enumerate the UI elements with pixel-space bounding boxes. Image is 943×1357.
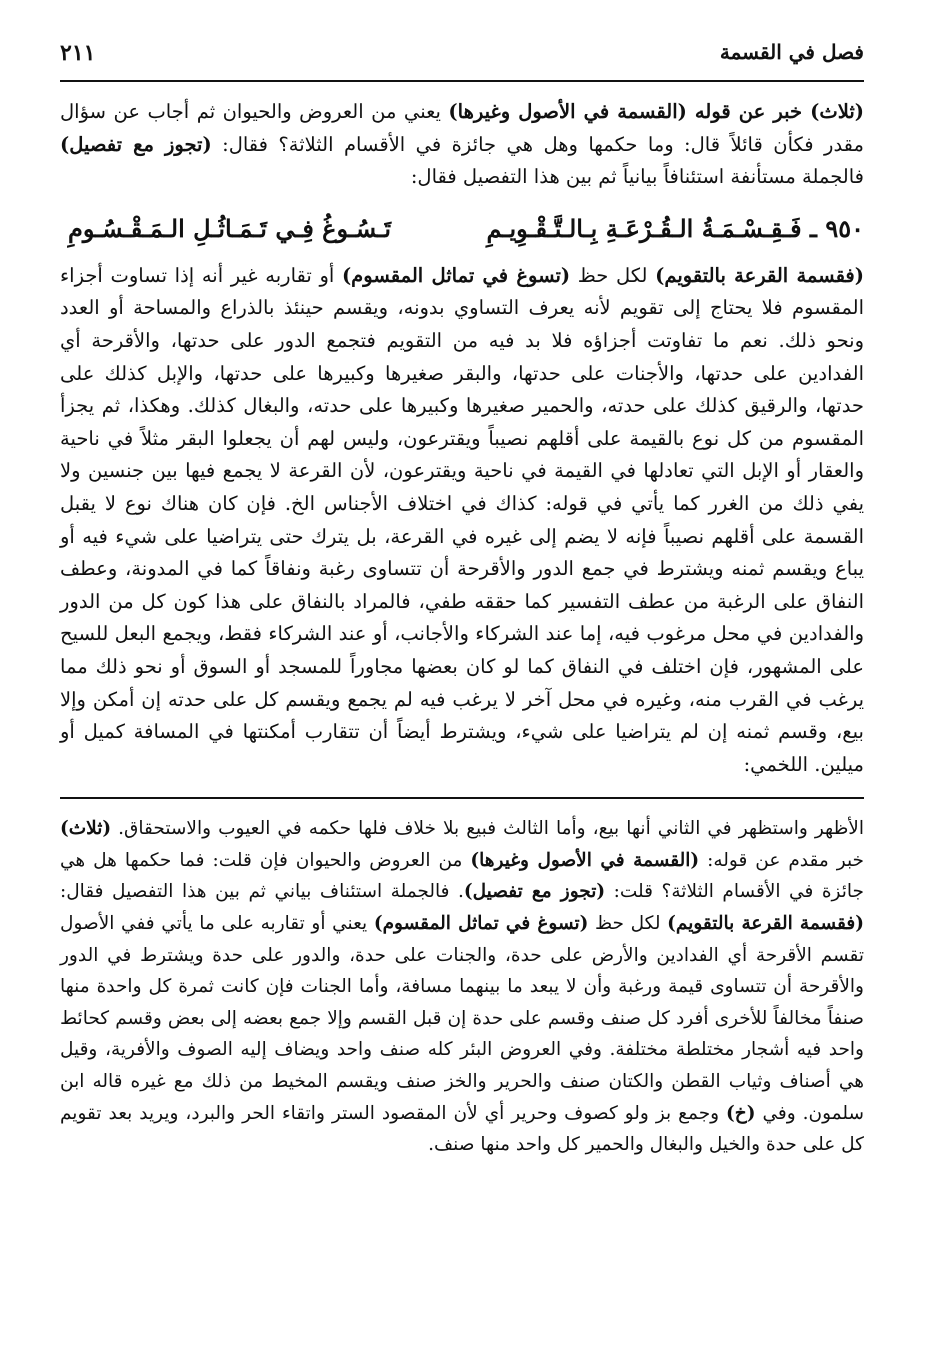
text-run: يعني أو تقاربه على ما يأتي ففي الأصول تقسم الأقرحة أي الفدادين والأرض على حدة، والجنات على حدة، والدور على حدة ويشترط في الدور والأقرحة أن تتساوى قيمة ورغبة وأن لا يبعد ما بينهما مسافة، وأما الجنات فإن كانت ثمرة كل واحدة منها صنفاً مخالفاً للأخرى أفرد كل صنف وقسم على حدة إن قبل القسم وإلا جمع بعضه إلى بعض وقسم كحائط واحد فيه أشجار مختلطة مختلفة. وفي العروض البئر كله صنف واحد ويضاف إليه الصوف والأفرية، وقيل هي أصناف وثياب القطن والكتان صنف والحرير والخز صنف ويقسم المخيط من ذلك مع غيره قاله ابن سلمون. وفي — [60, 913, 864, 1124]
text-run: أو تقاربه غير أنه إذا تساوت أجزاء المقسوم فلا يحتاج إلى تقويم لأنه يعرف التساوي بدونه، ويقسم حينئذ بالذراع والمساحة أو العدد ونحو ذلك. نعم ما تفاوتت أجزاؤه فلا بد فيه من التقويم فتجمع الدور على حدتها، والأقرحة أي الفدادين على حدتها، والأجنات على حدتها، والبقر صغيرها وكبيرها على حدتها، والإبل كذلك على حدتها، والرقيق كذلك على حدته، والحمير صغيرها وكبيرها على حدته، والبغال كذلك. وهكذا، ثم يجزأ المقسوم من كل نوع بالقيمة على أقلهم نصيباً ويقترعون، وليس لهم أن يجعلوا البقر مثلاً في ناحية والعقار أو الإبل التي تعادلها في القيمة في ناحية ويقترعون، لأن القرعة لا يجمع فيها بين جنسين ولا يفي ذلك من الغرر كما يأتي في قوله: كذاك في اختلاف الأجناس الخ. فإن كان هناك نوع لا يقبل القسمة على أقلهم نصيباً فإنه لا يضم إلى غيره في القرعة، بل يترك حتى يتراضيا على شيء فيه أو يباع ويقسم ثمنه ويشترط في جمع الدور والأقرحة أن تتساوى رغبة ونفاقاً كما في المدونة، وعطف النفاق على الرغبة من عطف التفسير كما حققه طفي، فالمراد بالنفاق على هذا كون كل من الدور والفدادين في محل مرغوب فيه، إما عند الشركاء والأجانب، أو عند الشركاء فقط، ويجمع البعل للسيح على المشهور، فإن اختلف في النفاق كما لو كان بعضها مجاوراً للمسجد أو السوق أو نحو ذلك مما يرغب في القرب منه، وغيره في محل آخر لا يرغب فيه لم يجمع ويقسم كل على حدته إن أمكن وإلا بيع، وقسم ثمنه إن لم يتراضيا على شيء، ويشترط أيضاً أن تتقارب أمكنتها في المسافة كميل أو ميلين. اللخمي: — [60, 263, 864, 776]
bold-phrase: (خ) — [726, 1102, 756, 1124]
bold-phrase: (تجوز مع تفصيل) — [60, 132, 212, 156]
footnote-rule — [60, 797, 864, 799]
text-run: يعني من العروض والحيوان ثم أجاب عن سؤال مقدر فكأن قائلاً قال: وما حكمها وهل هي جائزة في الأقسام الثلاثة؟ فقال: — [60, 100, 864, 156]
running-header — [60, 36, 864, 76]
page-number: ٢١١ — [60, 40, 96, 66]
bold-phrase: (فقسمة القرعة بالتقويم) — [655, 263, 864, 287]
text-run: وجمع بز ولو كصوف وحرير أي لأن المقصود الستر واتقاء الحر والبرد، ويريد بعد تقويم كل على حدة والخيل والبغال والحمير كل واحد منها صنف. — [60, 1102, 864, 1156]
chapter-title: فصل في القسمة — [719, 40, 864, 64]
paragraph-2 — [60, 260, 864, 782]
text-run: فالجملة مستأنفة استئنافاً بيانياً ثم بين هذا التفصيل فقال: — [410, 165, 864, 189]
footnotes — [60, 813, 864, 1161]
bold-phrase: (تسوغ في تماثل المقسوم) — [373, 913, 589, 935]
verse-hemistich-1: ٩٥٠ ـ فَـقِـسْـمَـةُ الـقُـرْعَـةِ بِـالـتَّـقْـوِيـمِ — [486, 214, 864, 244]
text-run: . فالجملة استئناف بياني ثم بين هذا التفصيل فقال: — [60, 881, 464, 903]
text-run: خبر مقدم عن قوله: — [699, 849, 864, 871]
verse-hemistich-2: تَـسُـوغُ فِـي تَـمَـاثُـلِ الـمَـقْـسُـومِ — [68, 214, 392, 244]
text-run: الأظهر واستظهر في الثاني أنها بيع، وأما الثالث فبيع بلا خلاف فلها حكمه في العيوب والاستحقاق. — [111, 818, 864, 840]
text-run: لكل حظ — [570, 263, 656, 287]
verse-line — [60, 206, 864, 254]
text-run: لكل حظ — [588, 913, 668, 935]
bold-phrase: (فقسمة القرعة بالتقويم) — [667, 913, 865, 935]
footnote-text — [60, 813, 864, 1161]
bold-phrase: (ثلاث) — [60, 818, 112, 840]
bold-phrase: (تسوغ في تماثل المقسوم) — [341, 263, 571, 287]
paragraph-1 — [60, 96, 864, 194]
bold-phrase: (القسمة في الأصول وغيرها) — [448, 100, 687, 123]
bold-phrase: (القسمة في الأصول وغيرها) — [470, 849, 700, 871]
header-rule — [60, 80, 864, 82]
main-text — [60, 96, 864, 781]
document-page — [60, 36, 864, 1161]
bold-phrase: (تجوز مع تفصيل) — [463, 881, 606, 903]
bold-phrase: (ثلاث) خبر عن قوله — [686, 100, 864, 123]
text-run: من العروض والحيوان فإن قلت: فما حكمها هل هي جائزة في الأقسام الثلاثة؟ قلت: — [60, 849, 864, 903]
